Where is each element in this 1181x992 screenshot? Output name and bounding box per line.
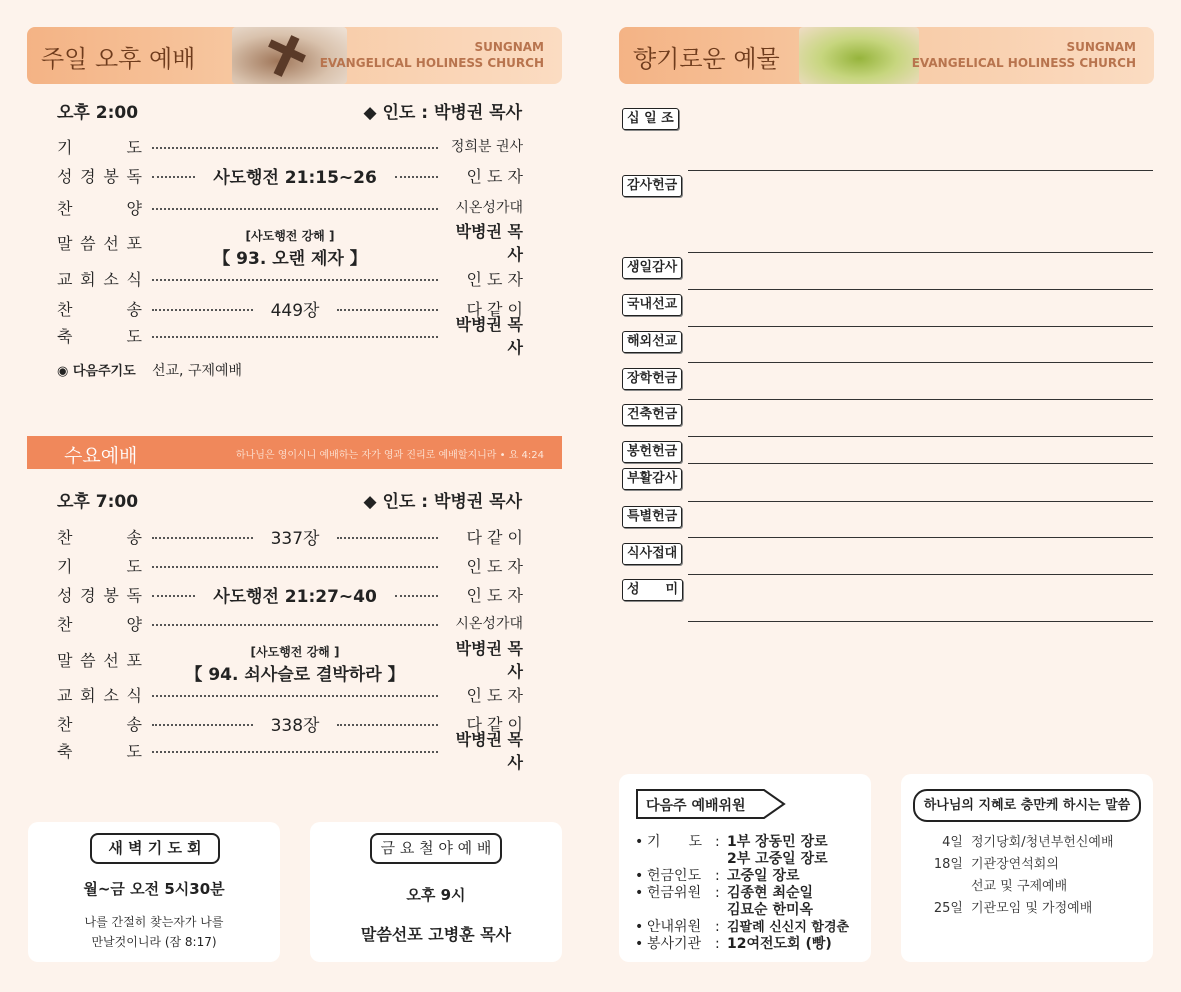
wednesday-time: 오후 7:00 bbox=[57, 492, 139, 512]
offering-line bbox=[688, 463, 1153, 464]
committee-item: 2부 고중일 장로 bbox=[727, 851, 828, 867]
sunday-banner bbox=[27, 27, 562, 84]
wednesday-choir: 시온성가대 bbox=[455, 616, 523, 632]
wednesday-verse: 하나님은 영이시니 예배하는 자가 영과 진리로 예배할지니라 • 요 4:24 bbox=[235, 450, 544, 461]
sunday-blessing-person: 박병권 목사 bbox=[455, 315, 523, 357]
sunday-blessing-row: 축 도 박병권 목사 bbox=[57, 323, 523, 347]
offering-line bbox=[688, 289, 1153, 290]
wednesday-blessing-person: 박병권 목사 bbox=[455, 730, 523, 772]
sunday-leader: ◆ 인도 : 박병권 목사 bbox=[363, 103, 522, 123]
offering-line bbox=[688, 252, 1153, 253]
wednesday-title: 수요예배 bbox=[64, 445, 138, 467]
committee-card bbox=[619, 774, 871, 962]
friday-service-time: 오후 9시 bbox=[406, 886, 466, 904]
committee-item: • 기 도 : 1부 장동민 장로 bbox=[635, 834, 828, 850]
offering-line bbox=[688, 326, 1153, 327]
wednesday-hymn2-row: 찬 송 338장 다 같 이 bbox=[57, 711, 523, 735]
wednesday-banner bbox=[27, 436, 562, 469]
offering-line bbox=[688, 574, 1153, 575]
schedule-item: 4일 정기당회/청년부헌신예배 bbox=[942, 835, 1114, 850]
dawn-prayer-title: 새 벽 기 도 회 bbox=[90, 833, 220, 864]
sunday-sermon-row: 말 씀 선 포 박병권 목사 bbox=[57, 230, 523, 254]
sunday-reading-person: 인 도 자 bbox=[466, 166, 523, 186]
wednesday-prayer-row: 기 도 인 도 자 bbox=[57, 553, 523, 577]
offering-line bbox=[688, 170, 1153, 171]
next-prayer-label: ◉ 다음주기도 bbox=[57, 364, 136, 379]
offering-category-label: 장학헌금 bbox=[622, 368, 682, 390]
offering-category-label: 감사헌금 bbox=[622, 175, 682, 197]
dawn-prayer-time: 월~금 오전 5시30분 bbox=[83, 880, 225, 898]
committee-item: • 헌금위원 : 김종현 최순일 bbox=[635, 885, 814, 901]
offering-line bbox=[688, 537, 1153, 538]
offering-category-label: 국내선교 bbox=[622, 294, 682, 316]
offering-category-label: 특별헌금 bbox=[622, 506, 682, 528]
schedule-item: 선교 및 구제예배 bbox=[971, 879, 1068, 894]
committee-list bbox=[635, 834, 865, 953]
offering-category-label: 생일감사 bbox=[622, 257, 682, 279]
schedule-list bbox=[923, 832, 1148, 920]
sunday-time: 오후 2:00 bbox=[57, 103, 139, 123]
sunday-prayer-row: 기 도 정희분 권사 bbox=[57, 137, 523, 157]
committee-item: • 헌금인도 : 고중일 장로 bbox=[635, 868, 800, 884]
wednesday-hymn1-number: 337장 bbox=[270, 528, 320, 549]
offering-category-label: 성 미 bbox=[622, 579, 683, 601]
sunday-title: 주일 오후 예배 bbox=[41, 45, 196, 73]
offering-line bbox=[688, 436, 1153, 437]
schedule-item: 18일 기관장연석회의 bbox=[933, 857, 1059, 872]
next-prayer-value: 선교, 구제예배 bbox=[152, 363, 243, 379]
dawn-prayer-verse: 나를 간절히 찾는자가 나를 만날것이니라 (잠 8:17) bbox=[84, 915, 224, 949]
offering-line bbox=[688, 621, 1153, 622]
friday-service-preacher: 말씀선포 고병훈 목사 bbox=[360, 925, 512, 944]
sunday-sermon-title: [사도행전 강해 ] 【 93. 오랜 제자 】 bbox=[213, 229, 367, 269]
wednesday-sermon-preacher: 박병권 목사 bbox=[455, 639, 523, 681]
wednesday-praise-row: 찬 양 시온성가대 bbox=[57, 614, 523, 634]
offering-line bbox=[688, 501, 1153, 502]
schedule-card bbox=[901, 774, 1153, 962]
wednesday-blessing-row: 축 도 박병권 목사 bbox=[57, 738, 523, 762]
friday-service-card bbox=[310, 822, 562, 962]
wednesday-sermon-title: [사도행전 강해 ] 【 94. 쇠사슬로 결박하라 】 bbox=[185, 645, 405, 685]
sunday-sermon-preacher: 박병권 목사 bbox=[455, 222, 523, 264]
wednesday-news-row: 교 회 소 식 인 도 자 bbox=[57, 682, 523, 706]
plant-photo bbox=[799, 27, 919, 84]
offering-category-label: 봉헌헌금 bbox=[622, 441, 682, 463]
sunday-hymn-row: 찬 송 449장 다 같 이 bbox=[57, 296, 523, 320]
offering-banner bbox=[619, 27, 1154, 84]
offering-line bbox=[688, 399, 1153, 400]
committee-item: • 봉사기관 : 12여전도회 (빵) bbox=[635, 936, 832, 952]
sunday-praise-row: 찬 양 시온성가대 bbox=[57, 198, 523, 218]
wednesday-hymn1-person: 다 같 이 bbox=[466, 527, 523, 547]
schedule-item: 25일 기관모임 및 가정예배 bbox=[933, 901, 1093, 916]
sunday-news-person: 인 도 자 bbox=[466, 269, 523, 289]
sunday-reading-passage: 사도행전 21:15~26 bbox=[213, 167, 377, 188]
wednesday-prayer-person: 인 도 자 bbox=[466, 556, 523, 576]
wednesday-hymn2-number: 338장 bbox=[270, 715, 320, 736]
church-name: SUNGNAM EVANGELICAL HOLINESS CHURCH bbox=[319, 40, 544, 70]
offering-category-label: 십 일 조 bbox=[622, 108, 679, 130]
sunday-hymn-person: 다 같 이 bbox=[466, 299, 523, 319]
sunday-news-row: 교 회 소 식 인 도 자 bbox=[57, 266, 523, 290]
sunday-prayer-person: 정희분 권사 bbox=[450, 139, 523, 155]
sunday-hymn-number: 449장 bbox=[270, 300, 320, 321]
wednesday-sermon-row: 말 씀 선 포 박병권 목사 bbox=[57, 647, 523, 671]
sunday-choir: 시온성가대 bbox=[455, 200, 523, 216]
offering-title: 향기로운 예물 bbox=[633, 45, 780, 73]
friday-service-title: 금 요 철 야 예 배 bbox=[370, 833, 502, 864]
offering-church-name: SUNGNAM EVANGELICAL HOLINESS CHURCH bbox=[911, 40, 1136, 70]
offering-category-label: 건축헌금 bbox=[622, 404, 682, 426]
wednesday-hymn1-row: 찬 송 337장 다 같 이 bbox=[57, 524, 523, 548]
offering-category-label: 식사접대 bbox=[622, 543, 682, 565]
wednesday-reading-row: 성 경 봉 독 사도행전 21:27~40 인 도 자 bbox=[57, 582, 523, 606]
wednesday-hymn2-person: 다 같 이 bbox=[466, 714, 523, 734]
wednesday-news-person: 인 도 자 bbox=[466, 685, 523, 705]
offering-category-label: 부활감사 bbox=[622, 468, 682, 490]
committee-item: 김묘순 한미옥 bbox=[727, 902, 814, 918]
offering-category-label: 해외선교 bbox=[622, 331, 682, 353]
wednesday-leader: ◆ 인도 : 박병권 목사 bbox=[363, 492, 522, 512]
wednesday-reading-person: 인 도 자 bbox=[466, 585, 523, 605]
dawn-prayer-card bbox=[28, 822, 280, 962]
wednesday-reading-passage: 사도행전 21:27~40 bbox=[213, 586, 377, 607]
offering-line bbox=[688, 362, 1153, 363]
sunday-reading-row: 성 경 봉 독 사도행전 21:15~26 인 도 자 bbox=[57, 163, 523, 187]
schedule-title: 하나님의 지혜로 충만케 하시는 말씀 bbox=[913, 789, 1141, 822]
committee-title: 다음주 예배위원 bbox=[646, 798, 746, 814]
committee-item: • 안내위원 : 김팔례 신신지 함경춘 bbox=[635, 919, 850, 935]
